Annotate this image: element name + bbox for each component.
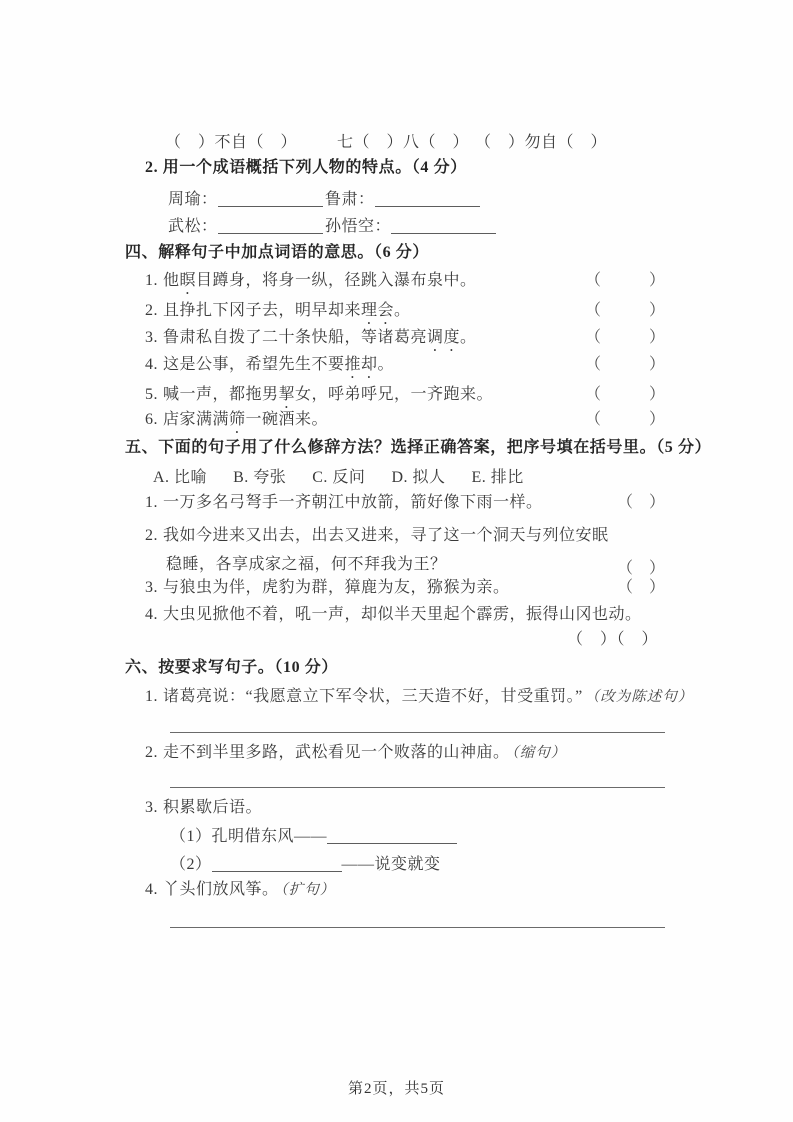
item-text: 。 [460,329,477,346]
q4-item-2 [145,301,665,328]
option-a: A. 比喻 [153,469,208,486]
q4-item-5 [145,385,665,412]
section-six-heading: 六、按要求写句子。（10 分） [125,659,339,676]
person-label: 武松： [168,218,218,235]
item-text: 这是公事，希望先生不要 [163,356,345,373]
dotted-word: 推却 [344,356,378,373]
person-blank-sunwukong [325,217,496,237]
grading-bracket: （ ） [584,356,665,373]
item-text: 女，呼弟呼兄，一齐跑来。 [295,386,494,403]
q6-item-1 [145,687,693,707]
xiehouyu-1 [170,827,457,847]
item-number: 3. [145,329,158,346]
item-text: 店家满满 [163,411,230,428]
answer-blank [327,829,457,844]
q4-item-1 [145,271,665,298]
person-label: 鲁肃： [325,191,375,208]
xiehouyu-prefix: （1）孔明借东风—— [170,828,328,845]
item-number: 1. [145,272,158,289]
xiehouyu-prefix: （2） [170,856,212,873]
q5-item-4 [145,605,642,625]
person-blank-lusu [325,190,480,210]
item-text: 一碗酒来。 [245,411,329,428]
dotted-word: 调度 [427,329,461,346]
q4-item-4 [145,355,665,382]
dotted-word: 瞑 [179,272,197,289]
rhetoric-options-row [153,468,524,488]
q6-item-3 [145,798,262,818]
dotted-word: 挈 [278,386,296,403]
person-label: 孙悟空： [325,218,392,235]
dotted-word: 筛 [229,411,246,428]
item-text: 诸葛亮说：“我愿意立下军令状，三天造不好，甘受重罚。” [163,688,583,705]
item-text: 。 [394,302,411,319]
option-c: C. 反问 [312,469,366,486]
item-text: 。 [377,356,395,373]
q5-item-2 [145,521,665,579]
item-number: 4. [145,606,158,623]
item-number: 2. [145,527,158,544]
item-text: 喊一声，都拖男 [163,386,279,403]
xiehouyu-suffix: ——说变就变 [341,856,441,873]
grading-bracket: （ ） [584,272,665,289]
item-number: 6. [145,411,158,428]
answer-line [170,732,665,733]
person-label: 周瑜： [168,191,218,208]
item-text: 与狼虫为伴，虎豹为群，獐鹿为友，猕猴为亲。 [163,579,510,596]
item-number: 4. [145,881,158,898]
item-text: 丫头们放风筝。 [163,881,279,898]
q5-item-3 [145,578,665,598]
item-number: 1. [145,494,158,511]
item-number: 3. [145,799,158,816]
idiom-blank-2: 七（ ）八（ ） [337,134,470,151]
dotted-word: 理会 [361,302,395,319]
grading-bracket: （ ） [584,386,665,403]
xiehouyu-2 [170,855,441,875]
grading-bracket: （ ） [616,579,665,596]
person-blank-zhouyu [168,190,323,210]
q4-item-3 [145,328,665,355]
item-text: 我如今进来又出去，出去又进来，寻了这一个洞天与列位安眠稳睡，各享成家之福，何不拜我为王？ [163,527,609,573]
grading-bracket: （ ） [616,494,665,511]
question-2-stem: 2. 用一个成语概括下列人物的特点。（4 分） [145,159,467,176]
item-number: 2. [145,744,158,761]
item-text: 他 [163,272,180,289]
answer-blank [391,219,496,234]
q5-item-1 [145,493,665,513]
item-text: 积累歇后语。 [163,799,263,816]
instruction-note: （缩句） [511,745,567,761]
item-text: 鲁肃私自拨了二十条快船，等诸葛亮 [163,329,428,346]
person-blank-wusong [168,217,323,237]
page-footer: 第2页，共5页 [347,1081,445,1097]
answer-blank [218,192,323,207]
grading-bracket: （ ） [616,560,665,577]
item-number: 1. [145,688,158,705]
grading-bracket: （ ） [584,329,665,346]
idiom-blank-3: （ ）勿自（ ） [475,134,608,151]
grading-bracket: （ ） [584,302,665,319]
q6-item-4 [145,880,335,900]
idiom-blank-1: （ ）不自（ ） [165,134,298,151]
q4-item-6 [145,410,665,437]
option-b: B. 夸张 [233,469,287,486]
item-text: 且挣扎下冈子去，明早却来 [163,302,362,319]
option-d: D. 拟人 [391,469,446,486]
answer-blank [375,192,480,207]
double-grading-bracket: （ ）（ ） [567,631,659,648]
item-number: 3. [145,579,158,596]
item-number: 4. [145,356,158,373]
answer-line [170,927,665,928]
grading-bracket: （ ） [584,411,665,428]
item-number: 5. [145,386,158,403]
item-text: 一万多名弓弩手一齐朝江中放箭，箭好像下雨一样。 [163,494,543,511]
item-text: 大虫见掀他不着，吼一声，却似半天里起个霹雳，振得山冈也动。 [163,606,642,623]
instruction-note: （扩句） [280,882,336,898]
q6-item-2 [145,743,566,763]
option-e: E. 排比 [471,469,524,486]
instruction-note: （改为陈述句） [584,689,694,705]
item-body [145,521,617,579]
item-number: 2. [145,302,158,319]
section-five-heading: 五、下面的句子用了什么修辞方法？选择正确答案，把序号填在括号里。（5 分） [125,439,712,456]
answer-line [170,787,665,788]
section-four-heading: 四、解释句子中加点词语的意思。（6 分） [125,244,430,261]
answer-blank [212,857,342,872]
item-text: 走不到半里多路，武松看见一个败落的山神庙。 [163,744,510,761]
answer-blank [218,219,323,234]
item-text: 目蹲身，将身一纵，径跳入瀑布泉中。 [196,272,477,289]
